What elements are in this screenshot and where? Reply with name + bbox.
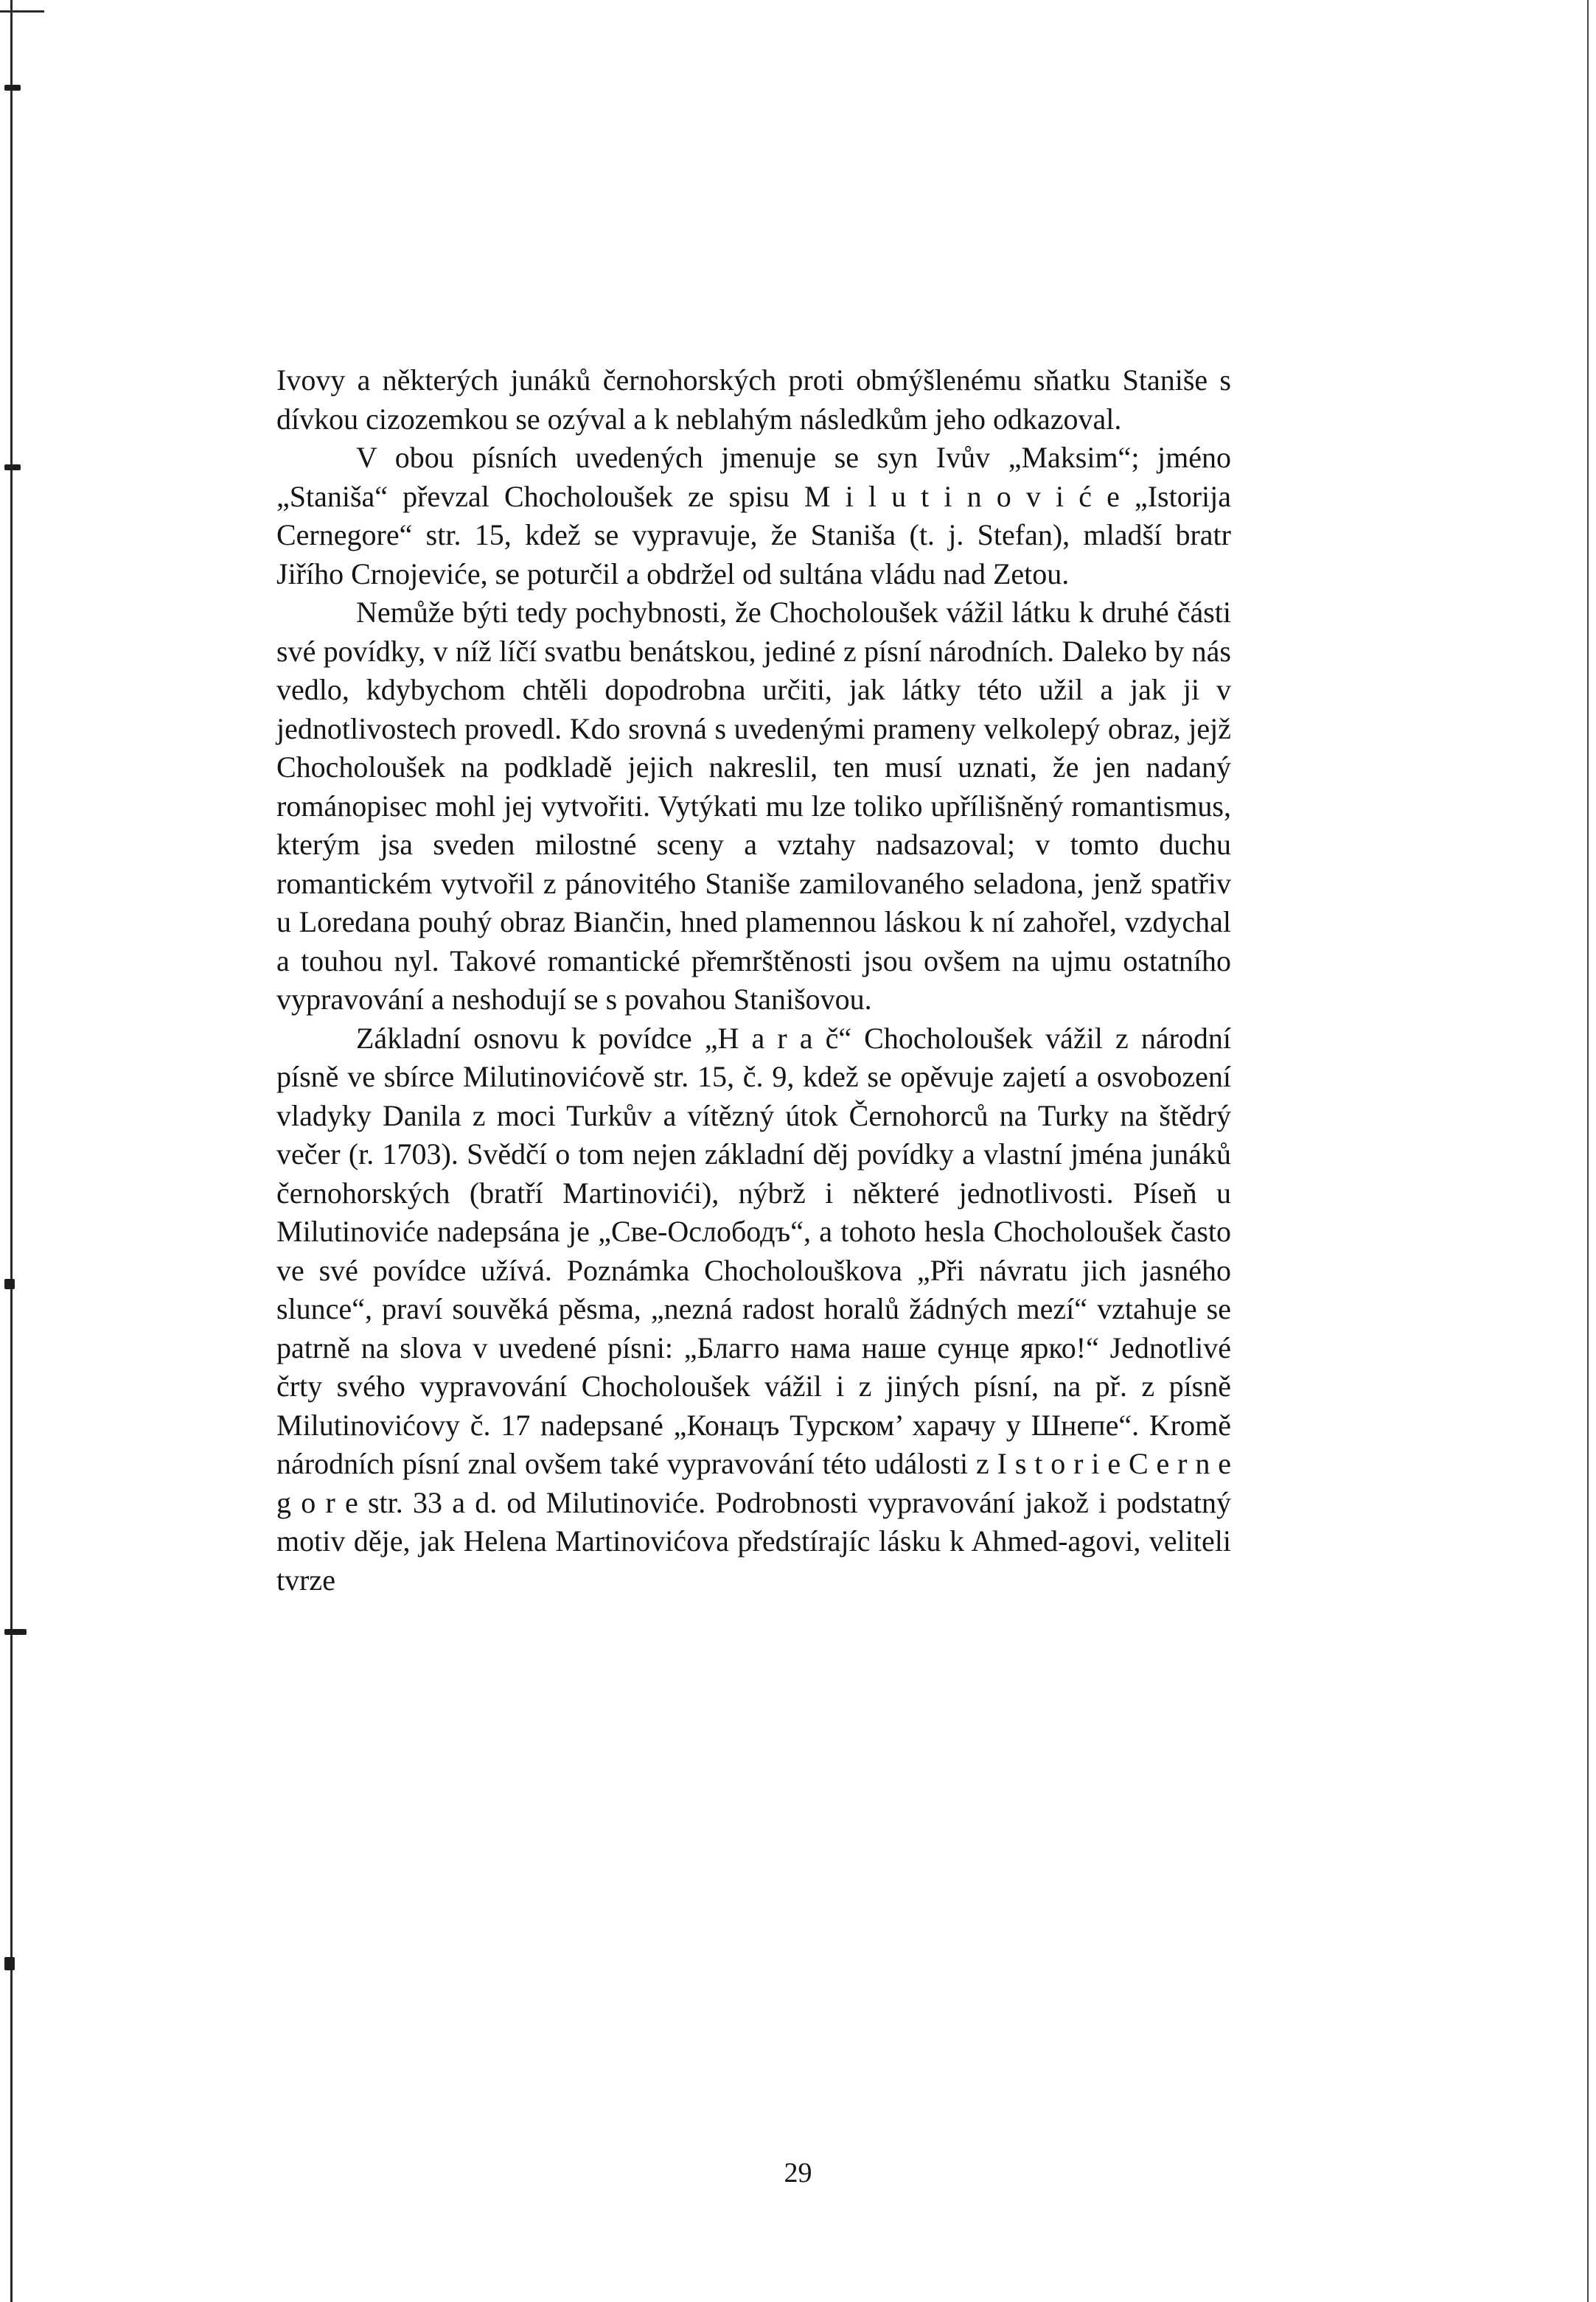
scan-right-edge: [1587, 0, 1589, 2302]
paragraph-continuation: Ivovy a některých junáků černohorských proti obmýšlenému sňatku Staniše s dívkou cizozemkou se ozýval a k neblahým následkům jeho odkazoval.: [276, 363, 1231, 436]
scan-corner-mark: [0, 10, 44, 13]
scan-artifact-mark: [4, 85, 21, 91]
page-body-text: [276, 361, 1231, 1600]
scan-artifact-mark: [4, 464, 21, 470]
paragraph-maksim-stanisa: V obou písních uvedených jmenuje se syn Ivův „Maksim“; jméno „Staniša“ převzal Chocholoušek ze spisu M i l u t i n o v i ć e „Istorija Cernegore“ str. 15, kdež se vypravuje, že Staniša (t. j. Stefan), mladší bratr Jiřího Crnojeviće, se poturčil a obdržel od sultána vládu nad Zetou.: [276, 441, 1231, 590]
scan-artifact-mark: [4, 1279, 15, 1289]
page-number: 29: [784, 2158, 812, 2188]
scan-artifact-mark: [4, 1957, 15, 1970]
paragraph-benatska-svatba: Nemůže býti tedy pochybnosti, že Chocholoušek vážil látku k druhé části své povídky, v níž líčí svatbu benátskou, jediné z písní národních. Daleko by nás vedlo, kdybychom chtěli dopodrobna určiti, jak látky této užil a jak ji v jednotlivostech provedl. Kdo srovná s uvedenými prameny velkolepý obraz, jejž Chocholoušek na podkladě jejich nakreslil, ten musí uznati, že jen nadaný románopisec mohl jej vytvořiti. Vytýkati mu lze toliko upřílišněný romantismus, kterým jsa sveden milostné sceny a vztahy nadsazoval; v tomto duchu romantickém vytvořil z pánovitého Staniše zamilovaného seladona, jenž spatřiv u Loredana pouhý obraz Biančin, hned plamennou láskou k ní zahořel, vzdychal a touhou nyl. Takové romantické přemrštěnosti jsou ovšem na ujmu ostatního vypravování a neshodují se s povahou Stanišovou.: [276, 596, 1231, 1016]
paragraph-harac: Základní osnovu k povídce „H a r a č“ Chocholoušek vážil z národní písně ve sbírce Milutinovićově str. 15, č. 9, kdež se opěvuje zajetí a osvobození vladyky Danila z moci Turkův a vítězný útok Černohorců na Turky na štědrý večer (r. 1703). Svědčí o tom nejen základní děj povídky a vlastní jména junáků černohorských (bratří Martinovići), nýbrž i některé jednotlivosti. Píseň u Milutinoviće nadepsána je „Све-Ослободъ“, a tohoto hesla Chocholoušek často ve své povídce užívá. Poznámka Chocholouškova „Při návratu jich jasného slunce“, praví souvěká pěsma, „nezná radost horalů žádných mezí“ vztahuje se patrně na slova v uvedené písni: „Благго нама наше сунце ярко!“ Jednotlivé črty svého vypravování Chocholoušek vážil i z jiných písní, na př. z písně Milutinovićovy č. 17 nadepsané „Конацъ Турском’ харачу у Шнепе“. Kromě národních písní znal ovšem také vypravování této události z I s t o r i e C e r n e g o r e str. 33 a d. od Milutinoviće. Podrobnosti vypravování jakož i podstatný motiv děje, jak Helena Martinovićova předstírajíc lásku k Ahmed-agovi, veliteli tvrze: [276, 1021, 1231, 1597]
scan-artifact-mark: [4, 1629, 27, 1635]
